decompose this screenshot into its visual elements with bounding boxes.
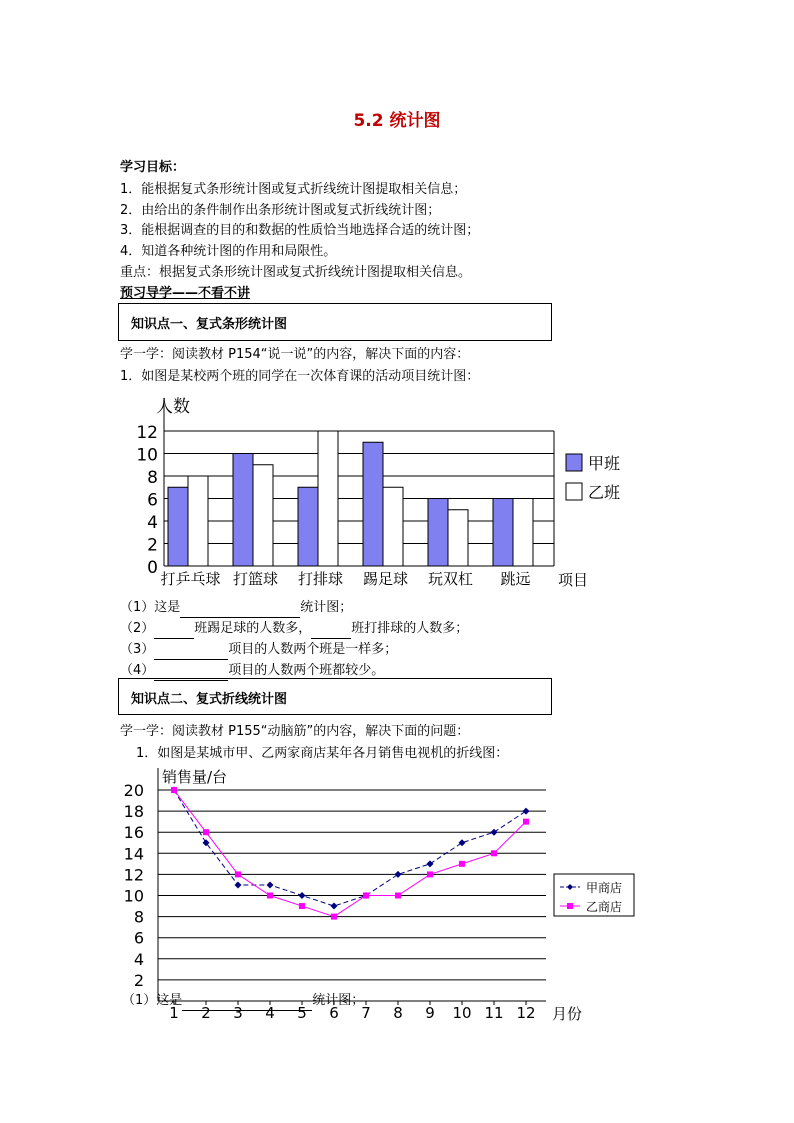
line-x-tick-label: 5 — [297, 1004, 307, 1022]
line-y-tick-label: 8 — [133, 907, 144, 927]
point-store-b — [331, 914, 337, 920]
point-store-b — [267, 893, 273, 899]
series-line-store-a — [174, 790, 526, 906]
point-store-a — [299, 892, 306, 899]
section1-title: 知识点一、复式条形统计图 — [131, 317, 288, 332]
point-store-a — [459, 839, 466, 846]
s1-q1-prefix: （1）这是 — [120, 600, 181, 615]
s1-q4-suffix: 项目的人数两个班都较少。 — [228, 663, 385, 678]
point-store-b — [363, 893, 369, 899]
s1-q1 — [120, 598, 352, 618]
legend-label: 甲商店 — [586, 881, 623, 895]
bar-x-tick-label: 玩双杠 — [427, 570, 474, 588]
s1-q2 — [120, 619, 468, 639]
line-y-tick-label: 4 — [133, 949, 144, 969]
s1-q3-suffix: 项目的人数两个班是一样多； — [228, 642, 398, 657]
bar-y-tick-label: 0 — [147, 558, 158, 578]
line-y-tick-label: 10 — [123, 886, 144, 906]
s2-q1-suffix: 统计图； — [312, 993, 365, 1008]
point-store-b — [491, 850, 497, 856]
page-title: 5.2 统计图 — [353, 111, 441, 131]
line-chart-y-label: 销售量/台 — [162, 768, 228, 786]
s1-q1-blank[interactable] — [180, 603, 300, 618]
bar-y-tick-label: 10 — [136, 445, 158, 466]
bar-class-b — [383, 487, 403, 566]
s2-q1-prefix: （1）这是 — [122, 993, 183, 1008]
point-store-a — [523, 808, 530, 815]
preview-heading: 预习导学——不看不讲 — [120, 286, 251, 301]
bar-chart-y-ticks — [136, 423, 158, 578]
legend-swatch — [566, 483, 582, 500]
point-store-b — [523, 819, 529, 825]
point-store-a — [267, 881, 274, 888]
goal-item-2: 2．由给出的条件制作出条形统计图或复式折线统计图； — [120, 203, 441, 218]
s1-q2-blank-2[interactable] — [311, 624, 351, 639]
s1-q3-prefix: （3） — [120, 642, 155, 657]
line-chart-legend — [554, 874, 634, 916]
bar-chart-x-ticks — [160, 570, 530, 588]
bar-class-b — [513, 499, 533, 567]
line-x-tick-label: 7 — [361, 1004, 371, 1022]
line-chart-y-ticks — [124, 781, 144, 990]
bar-class-a — [428, 499, 448, 567]
bar-class-a — [298, 487, 318, 566]
point-store-b — [235, 871, 241, 877]
bar-y-tick-label: 6 — [147, 490, 158, 511]
line-x-tick-label: 3 — [233, 1004, 243, 1022]
line-x-tick-label: 9 — [425, 1004, 435, 1022]
line-x-tick-label: 1 — [169, 1004, 179, 1022]
line-x-tick-label: 10 — [452, 1004, 472, 1022]
bar-y-tick-label: 8 — [147, 468, 158, 488]
goal-item-4: 4．知道各种统计图的作用和局限性。 — [120, 244, 337, 259]
point-store-b — [203, 829, 209, 835]
section2-intro: 学一学：阅读教材 P155“动脑筋”的内容，解决下面的问题： — [120, 724, 470, 739]
line-x-tick-label: 11 — [484, 1004, 504, 1022]
line-y-tick-label: 6 — [133, 928, 144, 948]
line-y-tick-label: 20 — [123, 781, 144, 800]
bar-class-b — [448, 510, 468, 566]
bar-class-a — [168, 487, 188, 566]
s1-q3 — [120, 640, 397, 660]
bar-class-b — [188, 476, 208, 566]
bar-chart-y-label: 人数 — [156, 397, 190, 417]
s1-q4-prefix: （4） — [120, 663, 155, 678]
bar-y-tick-label: 12 — [136, 423, 158, 443]
section2-title: 知识点二、复式折线统计图 — [131, 692, 288, 707]
line-x-tick-label: 8 — [393, 1004, 403, 1022]
bar-class-b — [253, 465, 273, 566]
bar-x-tick-label: 跳远 — [500, 570, 531, 588]
point-store-b — [459, 861, 465, 867]
point-store-b — [395, 893, 401, 899]
s1-q2-prefix: （2） — [120, 621, 155, 636]
legend-label: 甲班 — [588, 454, 621, 473]
point-store-a — [427, 860, 434, 867]
bar-chart-x-label: 项目 — [558, 571, 589, 589]
s2-q1 — [122, 991, 364, 1011]
point-store-a — [235, 881, 242, 888]
line-x-tick-label: 12 — [516, 1004, 536, 1022]
s1-q3-blank[interactable] — [154, 645, 228, 660]
line-chart — [120, 765, 623, 1025]
s1-q2-suffix: 班打排球的人数多； — [351, 621, 469, 636]
line-y-tick-label: 18 — [123, 802, 144, 822]
key-point: 重点：根据复式条形统计图或复式折线统计图提取相关信息。 — [120, 265, 472, 280]
point-store-b — [171, 787, 177, 793]
line-y-tick-label: 12 — [123, 865, 144, 885]
point-store-a — [331, 903, 338, 910]
point-store-a — [491, 829, 498, 836]
s2-q1-blank[interactable] — [182, 996, 312, 1011]
bar-x-tick-label: 打排球 — [297, 570, 344, 588]
section1-intro: 学一学：阅读教材 P154“说一说”的内容，解决下面的内容： — [120, 347, 470, 362]
bar-x-tick-label: 打乒乓球 — [160, 570, 221, 588]
s1-q2-blank-1[interactable] — [154, 624, 194, 639]
point-store-b — [299, 903, 305, 909]
bar-class-a — [493, 499, 513, 567]
bar-x-tick-label: 踢足球 — [362, 570, 409, 588]
legend-label: 乙班 — [588, 483, 621, 502]
bar-chart — [130, 390, 630, 595]
line-y-tick-label: 16 — [123, 823, 144, 843]
line-x-tick-label: 6 — [329, 1004, 339, 1022]
bar-class-b — [318, 431, 338, 566]
section1-box — [118, 303, 552, 341]
line-x-tick-label: 2 — [201, 1004, 211, 1022]
line-y-tick-label: 14 — [123, 844, 144, 864]
legend-marker — [567, 903, 573, 909]
s1-q2-middle: 班踢足球的人数多， — [194, 621, 312, 636]
bar-chart-legend — [566, 454, 620, 502]
goal-item-1: 1．能根据复式条形统计图或复式折线统计图提取相关信息； — [120, 182, 467, 197]
goal-item-3: 3．能根据调查的目的和数据的性质恰当地选择合适的统计图； — [120, 223, 480, 238]
goals-heading: 学习目标： — [120, 160, 186, 175]
section1-question: 1．如图是某校两个班的同学在一次体育课的活动项目统计图： — [120, 369, 480, 384]
line-x-tick-label: 4 — [265, 1004, 275, 1022]
bar-x-tick-label: 打篮球 — [232, 570, 279, 588]
bar-y-tick-label: 4 — [147, 513, 158, 533]
point-store-a — [395, 871, 402, 878]
bar-class-a — [363, 442, 383, 566]
bar-class-a — [233, 454, 253, 567]
line-chart-grid — [158, 768, 546, 1001]
s1-q1-suffix: 统计图； — [300, 600, 353, 615]
line-chart-x-label: 月份 — [552, 1005, 583, 1023]
point-store-b — [427, 871, 433, 877]
legend-swatch — [566, 454, 582, 471]
section2-question: 1．如图是某城市甲、乙两家商店某年各月销售电视机的折线图： — [136, 746, 509, 761]
bar-y-tick-label: 2 — [147, 535, 158, 556]
line-y-tick-label: 2 — [133, 970, 144, 990]
legend-label: 乙商店 — [586, 900, 623, 914]
section2-box — [118, 678, 552, 715]
